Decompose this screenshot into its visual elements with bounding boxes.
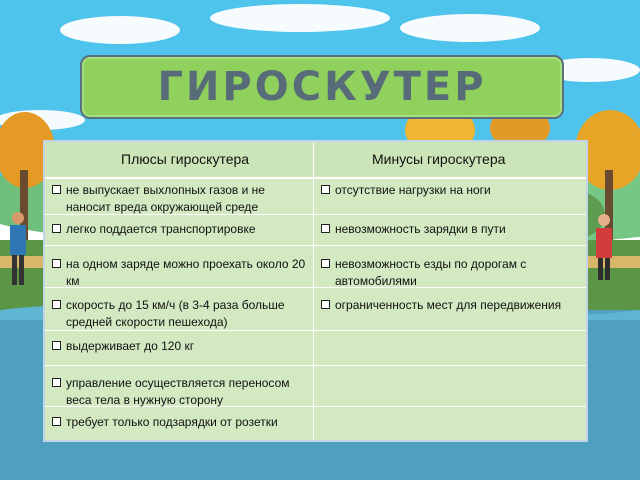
checkbox-bullet-icon bbox=[52, 300, 61, 309]
checkbox-bullet-icon bbox=[52, 341, 61, 350]
header-cons: Минусы гироскутера bbox=[372, 151, 506, 167]
pros-item: выдерживает до 120 кг bbox=[52, 338, 307, 355]
pros-item: управление осуществляется переносом веса тела в нужную сторону bbox=[52, 375, 307, 409]
row-divider bbox=[45, 365, 586, 366]
checkbox-bullet-icon bbox=[52, 185, 61, 194]
page-title: ГИРОСКУТЕР bbox=[157, 64, 487, 110]
row-divider bbox=[45, 245, 586, 246]
cons-item: ограниченность мест для передвижения bbox=[321, 297, 581, 314]
pros-item: на одном заряде можно проехать около 20 км bbox=[52, 256, 307, 290]
table-header-row bbox=[45, 142, 586, 179]
cons-item: невозможность зарядки в пути bbox=[321, 221, 581, 238]
checkbox-bullet-icon bbox=[52, 378, 61, 387]
checkbox-bullet-icon bbox=[52, 224, 61, 233]
pros-item: скорость до 15 км/ч (в 3-4 раза больше средней скорости пешехода) bbox=[52, 297, 307, 331]
checkbox-bullet-icon bbox=[321, 259, 330, 268]
pros-item: требует только подзарядки от розетки bbox=[52, 414, 307, 431]
cons-item: невозможность езды по дорогам с автомобилями bbox=[321, 256, 581, 290]
column-divider bbox=[313, 142, 314, 440]
header-pros: Плюсы гироскутера bbox=[121, 151, 250, 167]
checkbox-bullet-icon bbox=[52, 259, 61, 268]
checkbox-bullet-icon bbox=[321, 185, 330, 194]
cons-item: отсутствие нагрузки на ноги bbox=[321, 182, 581, 199]
checkbox-bullet-icon bbox=[321, 300, 330, 309]
checkbox-bullet-icon bbox=[52, 417, 61, 426]
checkbox-bullet-icon bbox=[321, 224, 330, 233]
pros-item: легко поддается транспортировке bbox=[52, 221, 307, 238]
pros-cons-table bbox=[43, 140, 588, 442]
pros-item: не выпускает выхлопных газов и не наносит вреда окружающей среде bbox=[52, 182, 307, 216]
title-banner bbox=[80, 55, 564, 119]
